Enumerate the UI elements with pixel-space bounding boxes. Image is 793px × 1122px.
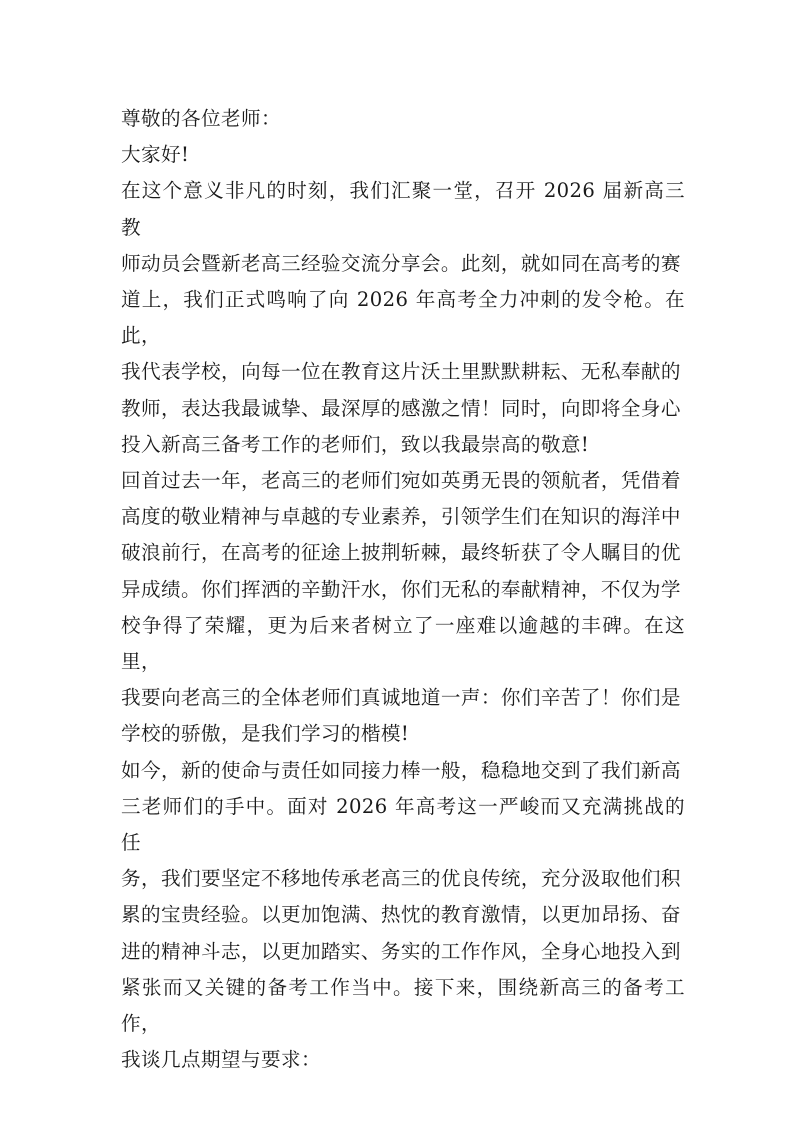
text-line: 道上，我们正式鸣响了向 2026 年高考全力冲刺的发令枪。在此，	[121, 288, 685, 348]
text-line: 学校的骄傲，是我们学习的楷模!	[121, 722, 410, 746]
text-line: 三老师们的手中。面对 2026 年高考这一严峻而又充满挑战的任	[121, 794, 685, 855]
text-line: 师动员会暨新老高三经验交流分享会。此刻，就如同在高考的赛	[121, 251, 681, 275]
text-line: 如今，新的使命与责任如同接力棒一般，稳稳地交到了我们新高	[121, 758, 681, 782]
text-line: 教师，表达我最诚挚、最深厚的感激之情！同时，向即将全身心	[121, 396, 681, 420]
text-line: 我要向老高三的全体老师们真诚地道一声：你们辛苦了！你们是	[121, 686, 681, 710]
document-page	[121, 101, 685, 1078]
text-line: 投入新高三备考工作的老师们，致以我最崇高的敬意!	[121, 432, 590, 456]
greeting: 大家好!	[121, 143, 190, 167]
text-line: 务，我们要坚定不移地传承老高三的优良传统，充分汲取他们积	[121, 867, 681, 891]
paragraph-mission	[121, 753, 685, 1079]
text-line: 进的精神斗志，以更加踏实、务实的工作作风，全身心地投入到	[121, 939, 681, 963]
text-line: 我代表学校，向每一位在教育这片沃土里默默耕耘、无私奉献的	[121, 360, 681, 384]
salutation: 尊敬的各位老师：	[121, 107, 281, 130]
text-line: 校争得了荣耀，更为后来者树立了一座难以逾越的丰碑。在这里，	[121, 613, 685, 674]
text-line: 破浪前行，在高考的征途上披荆斩棘，最终斩获了令人瞩目的优	[121, 541, 681, 565]
text-line: 紧张而又关键的备考工作当中。接下来，围绕新高三的备考工作，	[121, 975, 685, 1036]
text-line: 我谈几点期望与要求：	[121, 1048, 321, 1072]
text-line: 回首过去一年，老高三的老师们宛如英勇无畏的领航者，凭借着	[121, 469, 681, 493]
paragraph-review	[121, 463, 685, 753]
text-line: 高度的敬业精神与卓越的专业素养，引领学生们在知识的海洋中	[121, 505, 681, 529]
text-line: 在这个意义非凡的时刻，我们汇聚一堂，召开 2026 届新高三教	[121, 179, 685, 239]
text-line: 异成绩。你们挥洒的辛勤汗水，你们无私的奉献精神，不仅为学	[121, 577, 681, 601]
paragraph-opening	[121, 173, 685, 463]
text-line: 累的宝贵经验。以更加饱满、热忱的教育激情，以更加昂扬、奋	[121, 903, 681, 927]
